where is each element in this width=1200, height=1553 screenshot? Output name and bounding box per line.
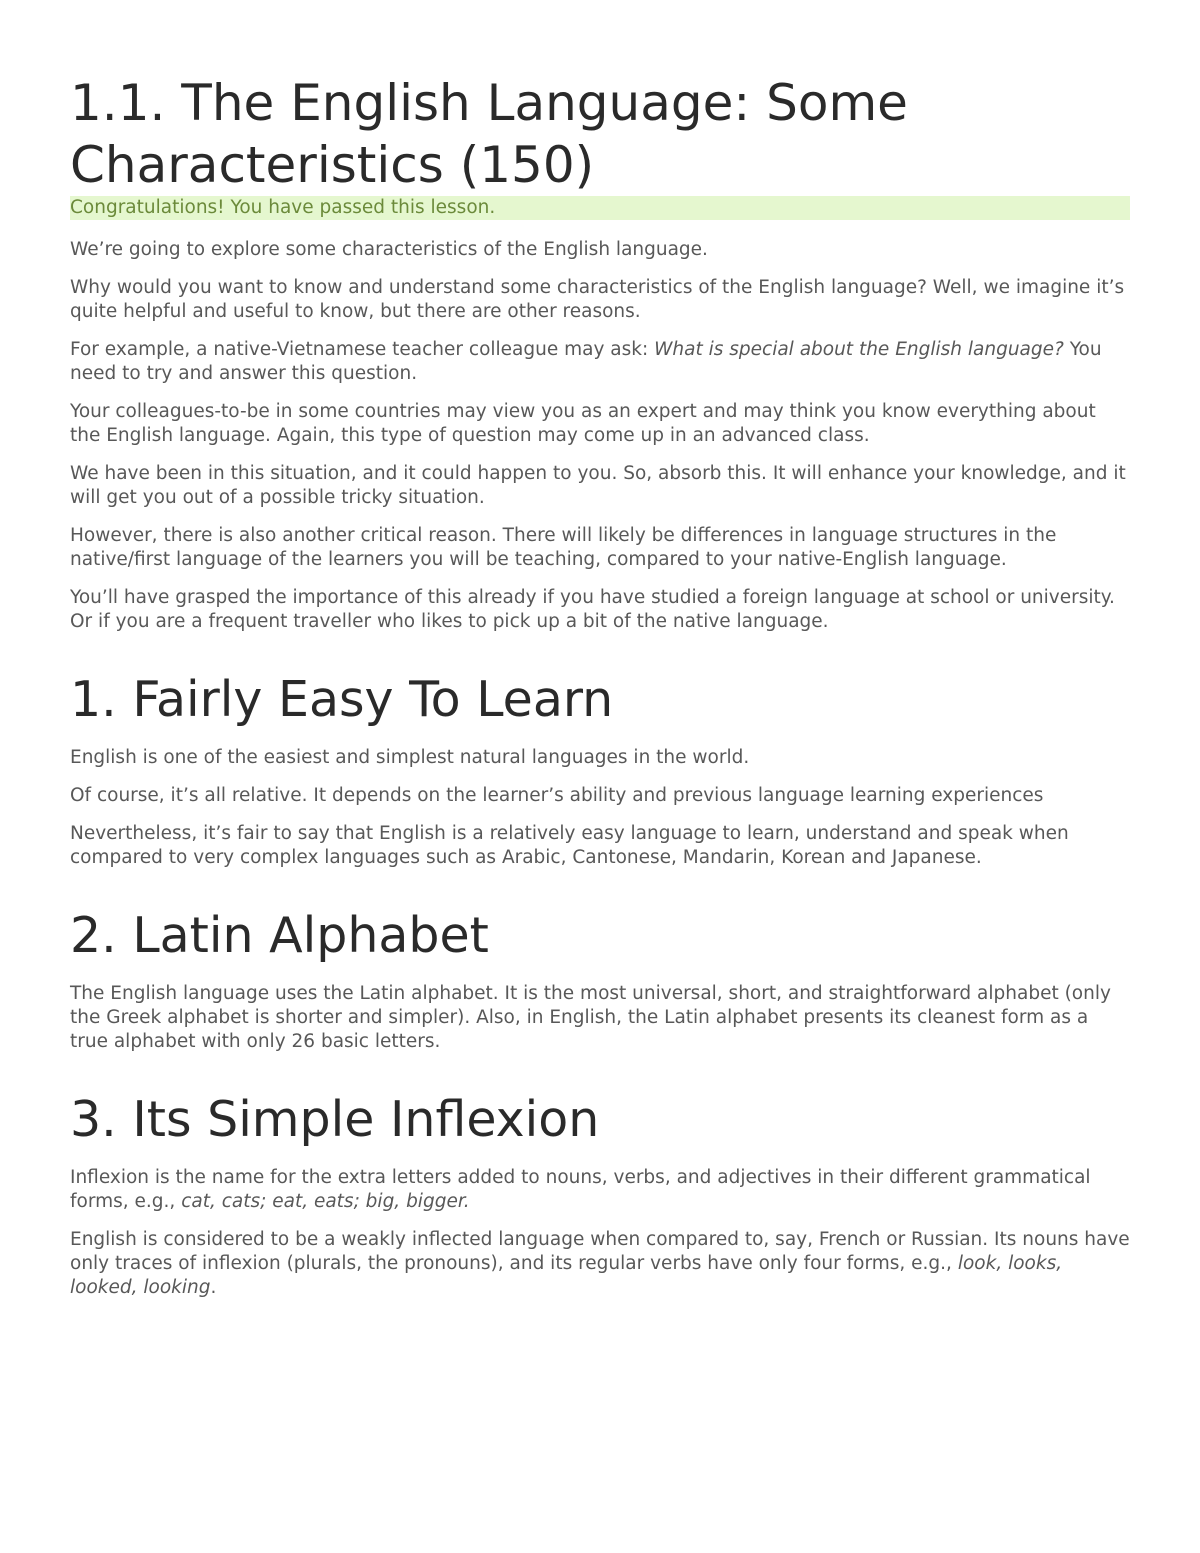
section-heading-simple-inflexion: 3. Its Simple Inflexion — [70, 1091, 600, 1148]
page-title: 1.1. The English Language: Some Characteristics (150) — [70, 74, 908, 194]
section-paragraph: Nevertheless, it’s fair to say that English is a relatively easy language to learn, understand and speak when compared to very complex languages such as Arabic, Cantonese, Mandarin, Korean and Japanese. — [70, 823, 1069, 868]
intro-paragraph: However, there is also another critical reason. There will likely be differences in language structures in the native/first language of the learners you will be teaching, compared to your native-English language. — [70, 525, 1057, 570]
intro-paragraph: Why would you want to know and understand some characteristics of the English language? Well, we imagine it’s quite helpful and useful to know, but there are other reasons. — [70, 277, 1125, 322]
paragraph-text: Inflexion is the name for the extra letters added to nouns, verbs, and adjectives in their different grammatical forms, e.g., — [70, 1167, 1091, 1212]
italic-question: What is special about the English language? — [654, 339, 1064, 360]
section-heading-easy-to-learn: 1. Fairly Easy To Learn — [70, 671, 614, 728]
italic-examples: look, looks, looked, looking — [70, 1253, 1063, 1298]
italic-examples: cat, cats; eat, eats; big, bigger. — [181, 1191, 470, 1212]
section-paragraph: Of course, it’s all relative. It depends on the learner’s ability and previous language learning experiences — [70, 785, 1044, 806]
intro-paragraph: You’ll have grasped the importance of this already if you have studied a foreign language at school or university. Or if you are a frequent traveller who likes to pick up a bit of the native language. — [70, 587, 1115, 632]
intro-paragraph: Your colleagues-to-be in some countries may view you as an expert and may think you know everything about the English language. Again, this type of question may come up in an advanced class. — [70, 401, 1096, 446]
paragraph-text: For example, a native-Vietnamese teacher colleague may ask: — [70, 339, 655, 360]
section-paragraph — [70, 1166, 1130, 1214]
section-heading-latin-alphabet: 2. Latin Alphabet — [70, 907, 489, 964]
intro-paragraph: We have been in this situation, and it could happen to you. So, absorb this. It will enhance your knowledge, and it will get you out of a possible tricky situation. — [70, 463, 1126, 508]
section-paragraph — [70, 1228, 1130, 1300]
lesson-content — [70, 72, 1130, 1314]
paragraph-text: You need to try and answer this question. — [70, 339, 1102, 384]
paragraph-text: . — [210, 1277, 217, 1298]
paragraph-text: English is considered to be a weakly inflected language when compared to, say, French or Russian. Its nouns have only traces of inflexion (plurals, the pronouns), and its regular verbs have only four forms, e.g., — [70, 1229, 1130, 1274]
intro-paragraph: We’re going to explore some characteristics of the English language. — [70, 239, 708, 260]
section-paragraph: English is one of the easiest and simplest natural languages in the world. — [70, 747, 750, 768]
lesson-passed-notice: Congratulations! You have passed this lesson. — [70, 196, 1130, 220]
intro-paragraph — [70, 338, 1130, 386]
section-paragraph: The English language uses the Latin alphabet. It is the most universal, short, and straightforward alphabet (only the Greek alphabet is shorter and simpler). Also, in English, the Latin alphabet presents its cleanest form as a true alphabet with only 26 basic letters. — [70, 983, 1111, 1052]
